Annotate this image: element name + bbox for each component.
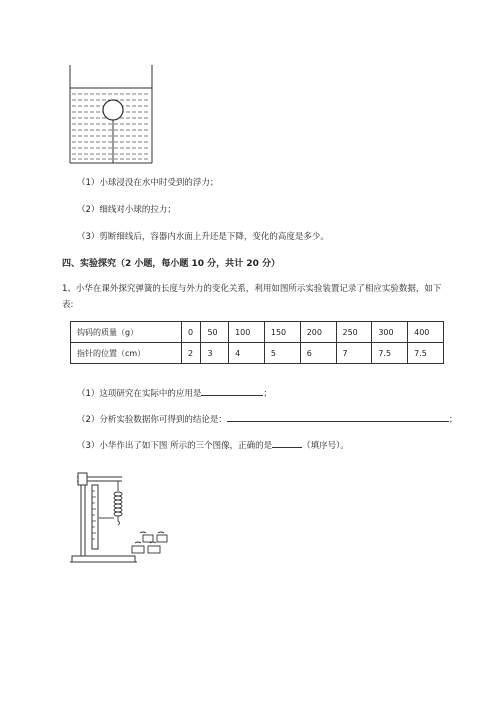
table-cell: 50 [201, 322, 229, 343]
table-cell: 7 [336, 343, 372, 364]
hook-weights [132, 532, 167, 553]
container-figure [0, 0, 500, 175]
sub-question-3 [77, 438, 349, 452]
experiment-intro-cont: 表: [62, 300, 74, 310]
row-header: 指针的位置（cm） [71, 343, 182, 364]
table-cell: 3 [201, 343, 229, 364]
question-1: （1）小球浸没在水中时受到的浮力； [77, 178, 219, 188]
table-cell: 0 [182, 322, 201, 343]
table-cell: 300 [372, 322, 408, 343]
spring [99, 481, 122, 525]
table-cell: 4 [229, 343, 265, 364]
table-cell: 200 [300, 322, 336, 343]
answer-blank-2[interactable] [227, 412, 449, 422]
table-row [71, 322, 444, 343]
table-cell: 6 [300, 343, 336, 364]
sub-question-1 [77, 386, 272, 400]
table-cell: 250 [336, 322, 372, 343]
table-cell: 7.5 [408, 343, 444, 364]
ball [103, 100, 123, 120]
sub-question-1-text: （1）这项研究在实际中的应用是 [77, 389, 202, 399]
table-cell: 7.5 [372, 343, 408, 364]
answer-blank-3[interactable] [272, 438, 302, 448]
table-cell: 150 [264, 322, 300, 343]
question-2: （2）细线对小球的拉力； [77, 205, 176, 215]
spring-apparatus-figure [0, 455, 500, 570]
section-title: 四、实验探究（2 小题，每小题 10 分，共计 20 分） [62, 259, 280, 269]
row-header: 钩码的质量（g） [71, 322, 182, 343]
data-table [70, 321, 444, 364]
sub-question-3-suffix: （填序号）。 [302, 441, 349, 451]
question-3: （3）剪断细线后，容器内水面上升还是下降，变化的高度是多少。 [77, 232, 329, 242]
answer-blank-1[interactable] [201, 386, 263, 396]
sub-question-3-text: （3）小华作出了如下图 所示的三个图像，正确的是 [77, 441, 273, 451]
sub-question-2-suffix: ； [448, 415, 458, 425]
table-row [71, 343, 444, 364]
experiment-intro: 1、小华在课外探究弹簧的长度与外力的变化关系，利用如图所示实验装置记录了相应实验数据，如下 [62, 284, 442, 294]
sub-question-2-text: （2）分析实验数据你可得到的结论是： [77, 415, 227, 425]
sub-question-1-suffix: ； [263, 389, 272, 399]
table-cell: 400 [408, 322, 444, 343]
table-cell: 2 [182, 343, 201, 364]
table-cell: 100 [229, 322, 265, 343]
sub-question-2 [77, 412, 457, 426]
table-cell: 5 [264, 343, 300, 364]
